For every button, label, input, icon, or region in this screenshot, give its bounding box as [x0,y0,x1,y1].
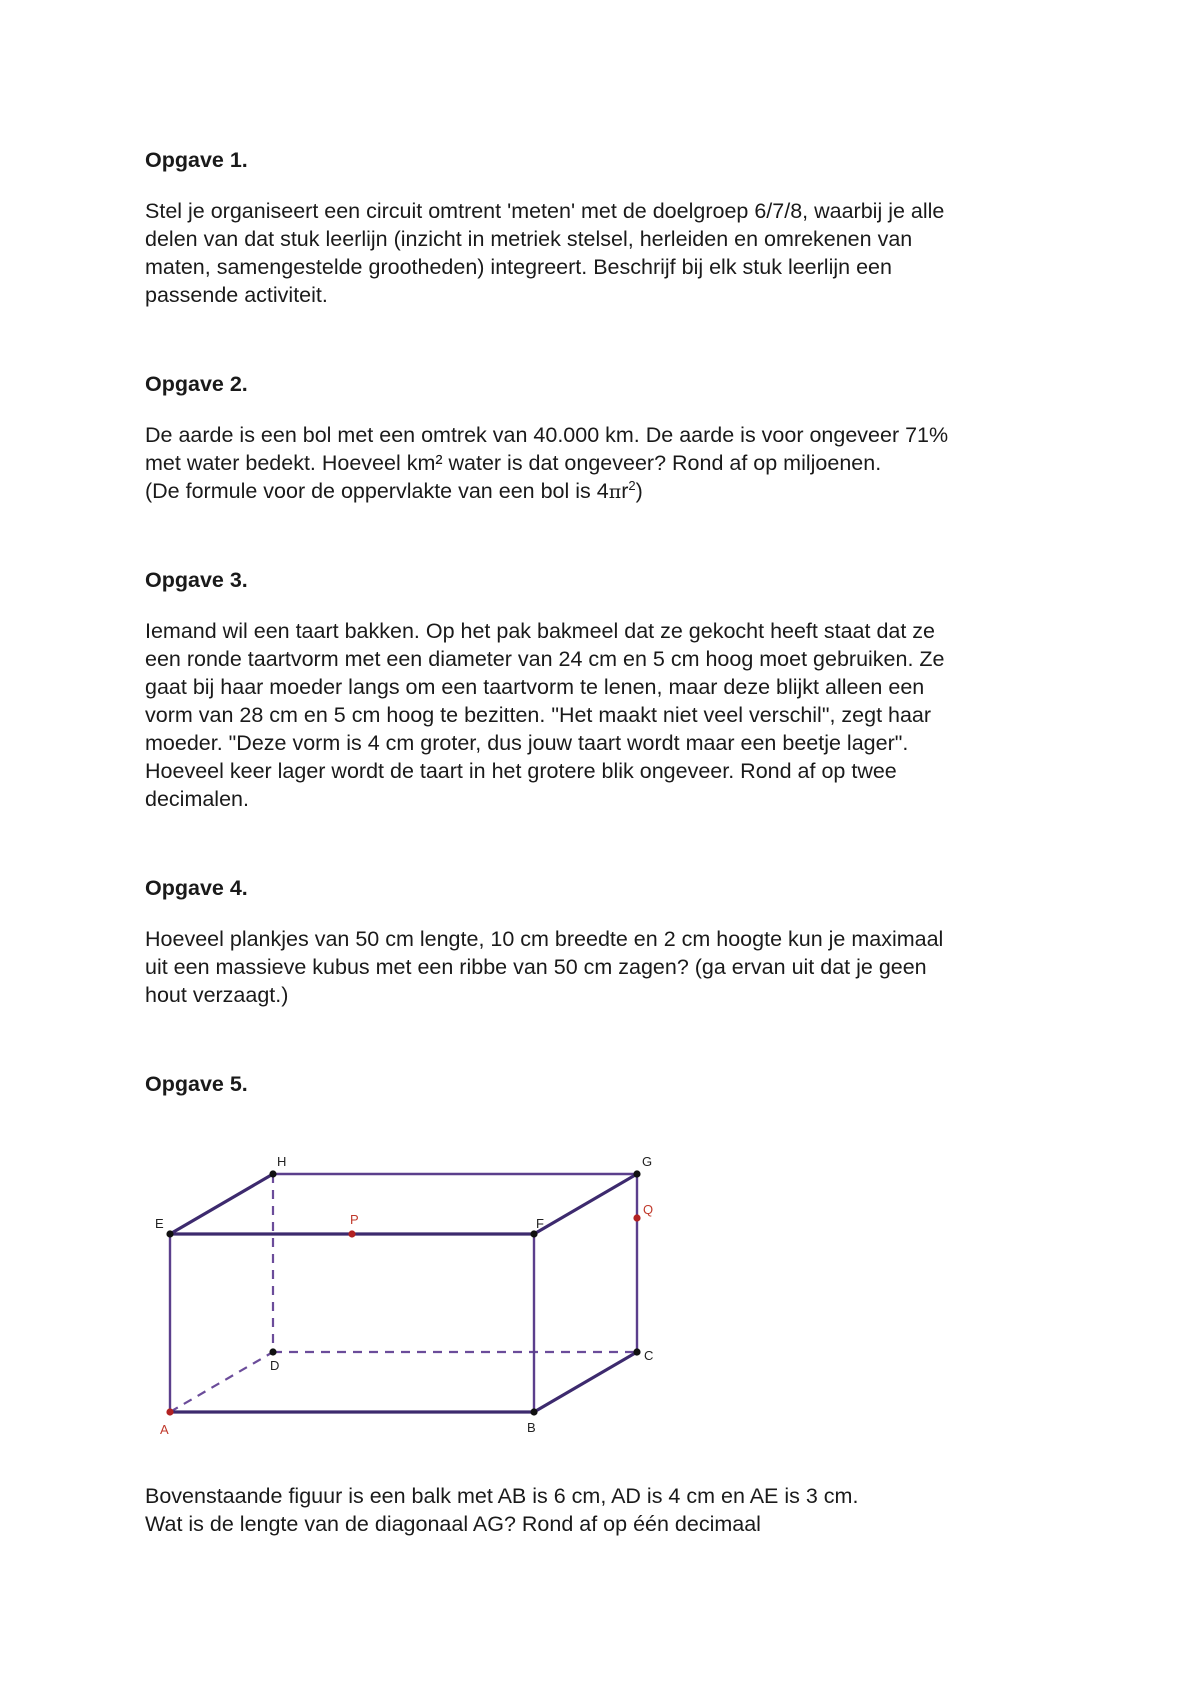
opgave-1-text [145,197,1075,309]
pi-symbol: π [608,481,622,503]
point-F [530,1230,537,1237]
text-line: Hoeveel keer lager wordt de taart in het grotere blik ongeveer. Rond af op twee [145,759,897,783]
label-H: H [277,1154,287,1169]
point-C [633,1348,640,1355]
text-line: Wat is de lengte van de diagonaal AG? Rond af op één decimaal [145,1512,761,1536]
point-A [166,1408,173,1415]
text-line: De aarde is een bol met een omtrek van 40.000 km. De aarde is voor ongeveer 71% [145,423,949,447]
label-P: P [350,1212,359,1227]
label-Q: Q [643,1202,654,1217]
text-line: decimalen. [145,787,249,811]
point-Q [633,1214,640,1221]
opgave-3 [145,566,1075,813]
point-E [166,1230,173,1237]
point-H [269,1170,276,1177]
opgave-4-title: Opgave 4. [145,876,248,900]
opgave-4 [145,874,1075,1009]
formula-r: r [621,479,629,503]
opgave-2 [145,370,1075,506]
label-C: C [644,1348,654,1363]
formula-suffix: ) [635,479,643,503]
formula-line [145,477,1075,506]
text-line: vorm van 28 cm en 5 cm hoog te bezitten. "Het maakt niet veel verschil", zegt haar [145,703,932,727]
text-line: hout verzaagt.) [145,983,289,1007]
label-F: F [536,1216,544,1231]
label-G: G [642,1154,653,1169]
edge-EH [170,1174,273,1234]
edge-FG [534,1174,637,1234]
opgave-2-title: Opgave 2. [145,372,248,396]
text-line: delen van dat stuk leerlijn (inzicht in metriek stelsel, herleiden en omrekenen van [145,227,913,251]
opgave-1-title: Opgave 1. [145,148,248,172]
label-B: B [527,1420,536,1435]
label-E: E [155,1216,164,1231]
label-A: A [160,1422,169,1437]
label-D: D [270,1358,280,1373]
text-line: Stel je organiseert een circuit omtrent 'meten' met de doelgroep 6/7/8, waarbij je alle [145,199,945,223]
formula-prefix: (De formule voor de oppervlakte van een bol is 4 [145,479,609,503]
opgave-2-text [145,421,1075,506]
opgave-4-text [145,925,1075,1009]
text-line: Hoeveel plankjes van 50 cm lengte, 10 cm breedte en 2 cm hoogte kun je maximaal [145,927,944,951]
opgave-3-title: Opgave 3. [145,568,248,592]
opgave-5 [145,1070,1075,1098]
opgave-5-title: Opgave 5. [145,1072,248,1096]
text-line: moeder. "Deze vorm is 4 cm groter, dus jouw taart wordt maar een beetje lager". [145,731,909,755]
edge-AD [170,1352,273,1412]
point-B [530,1408,537,1415]
text-line: uit een massieve kubus met een ribbe van 50 cm zagen? (ga ervan uit dat je geen [145,955,927,979]
opgave-3-text [145,617,1075,813]
text-line: passende activiteit. [145,283,328,307]
cuboid-figure [150,1150,670,1440]
text-line: Iemand wil een taart bakken. Op het pak bakmeel dat ze gekocht heeft staat dat ze [145,619,936,643]
text-line: Bovenstaande figuur is een balk met AB is 6 cm, AD is 4 cm en AE is 3 cm. [145,1484,859,1508]
point-P [348,1230,355,1237]
text-line: met water bedekt. Hoeveel km² water is dat ongeveer? Rond af op miljoenen. [145,451,882,475]
text-line: een ronde taartvorm met een diameter van 24 cm en 5 cm hoog moet gebruiken. Ze [145,647,945,671]
opgave-1 [145,146,1075,309]
edge-BC [534,1352,637,1412]
point-G [633,1170,640,1177]
opgave-5-text [145,1482,1075,1538]
formula-exponent: 2 [628,477,636,493]
text-line: gaat bij haar moeder langs om een taartvorm te lenen, maar deze blijkt alleen een [145,675,925,699]
point-D [269,1348,276,1355]
opgave-5-body [145,1482,1075,1538]
text-line: maten, samengestelde grootheden) integreert. Beschrijf bij elk stuk leerlijn een [145,255,892,279]
